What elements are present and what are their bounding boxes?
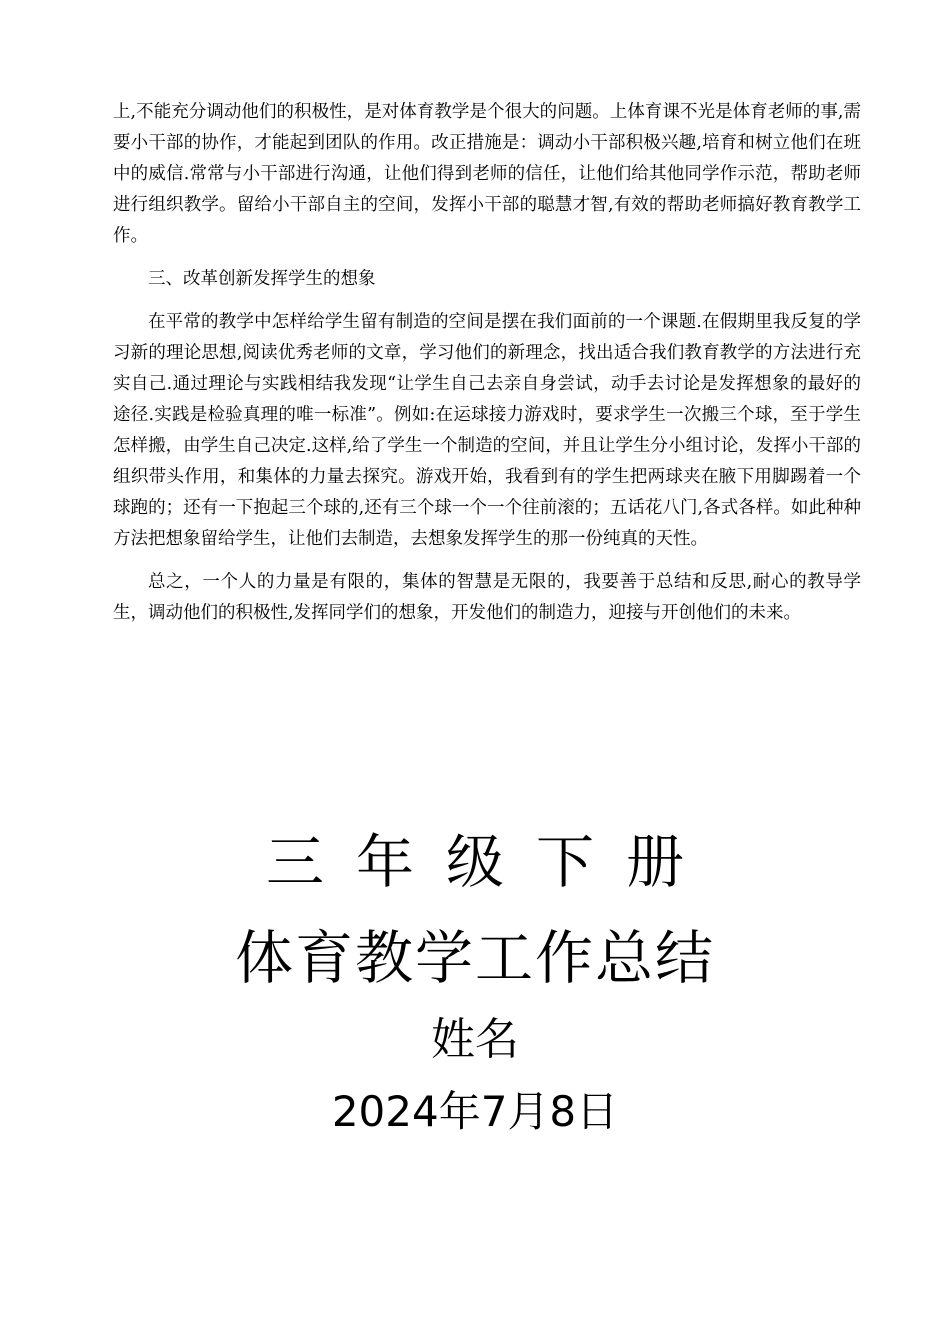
paragraph-conclusion: 总之，一个人的力量是有限的，集体的智慧是无限的，我要善于总结和反思,耐心的教导学生，调动他们的积极性,发挥同学们的想象，开发他们的制造力，迎接与开创他们的未来。 xyxy=(113,572,861,623)
paragraph-continuation: 上,不能充分调动他们的积极性，是对体育教学是个很大的问题。上体育课不光是体育老师的事,需要小干部的协作，才能起到团队的作用。改正措施是：调动小干部积极兴趣,培育和树立他们在班中的威信.常常与小干部进行沟通，让他们得到老师的信任，让他们给其他同学作示范，帮助老师进行组织教学。留给小干部自主的空间，发挥小干部的聪慧才智,有效的帮助老师搞好教育教学工作。 xyxy=(113,102,861,246)
cover-date: 2024年7月8日 xyxy=(331,1087,619,1136)
cover-author-name: 姓名 xyxy=(431,1014,519,1065)
section-heading: 三、改革创新发挥学生的想象 xyxy=(148,269,376,289)
body-text xyxy=(113,97,861,641)
paragraph-innovation: 在平常的教学中怎样给学生留有制造的空间是摆在我们面前的一个课题.在假期里我反复的学习新的理论思想,阅读优秀老师的文章，学习他们的新理念，找出适合我们教育教学的方法进行充实自己.通过理论与实践相结我发现“让学生自己去亲自身尝试，动手去讨论是发挥想象的最好的途径.实践是检验真理的唯一标准”。例如:在运球接力游戏时，要求学生一次搬三个球，至于学生怎样搬，由学生自己决定.这样,给了学生一个制造的空间，并且让学生分小组讨论，发挥小干部的组织带头作用，和集体的力量去探究。游戏开始，我看到有的学生把两球夹在腋下用脚踢着一个球跑的；还有一下抱起三个球的,还有三个球一个一个往前滚的；五话花八门,各式各样。如此种种方法把想象留给学生，让他们去制造，去想象发挥学生的那一份纯真的天性。 xyxy=(113,312,861,549)
cover-title-grade: 三年级下册 xyxy=(265,828,716,896)
cover-title-subject: 体育教学工作总结 xyxy=(234,924,715,992)
